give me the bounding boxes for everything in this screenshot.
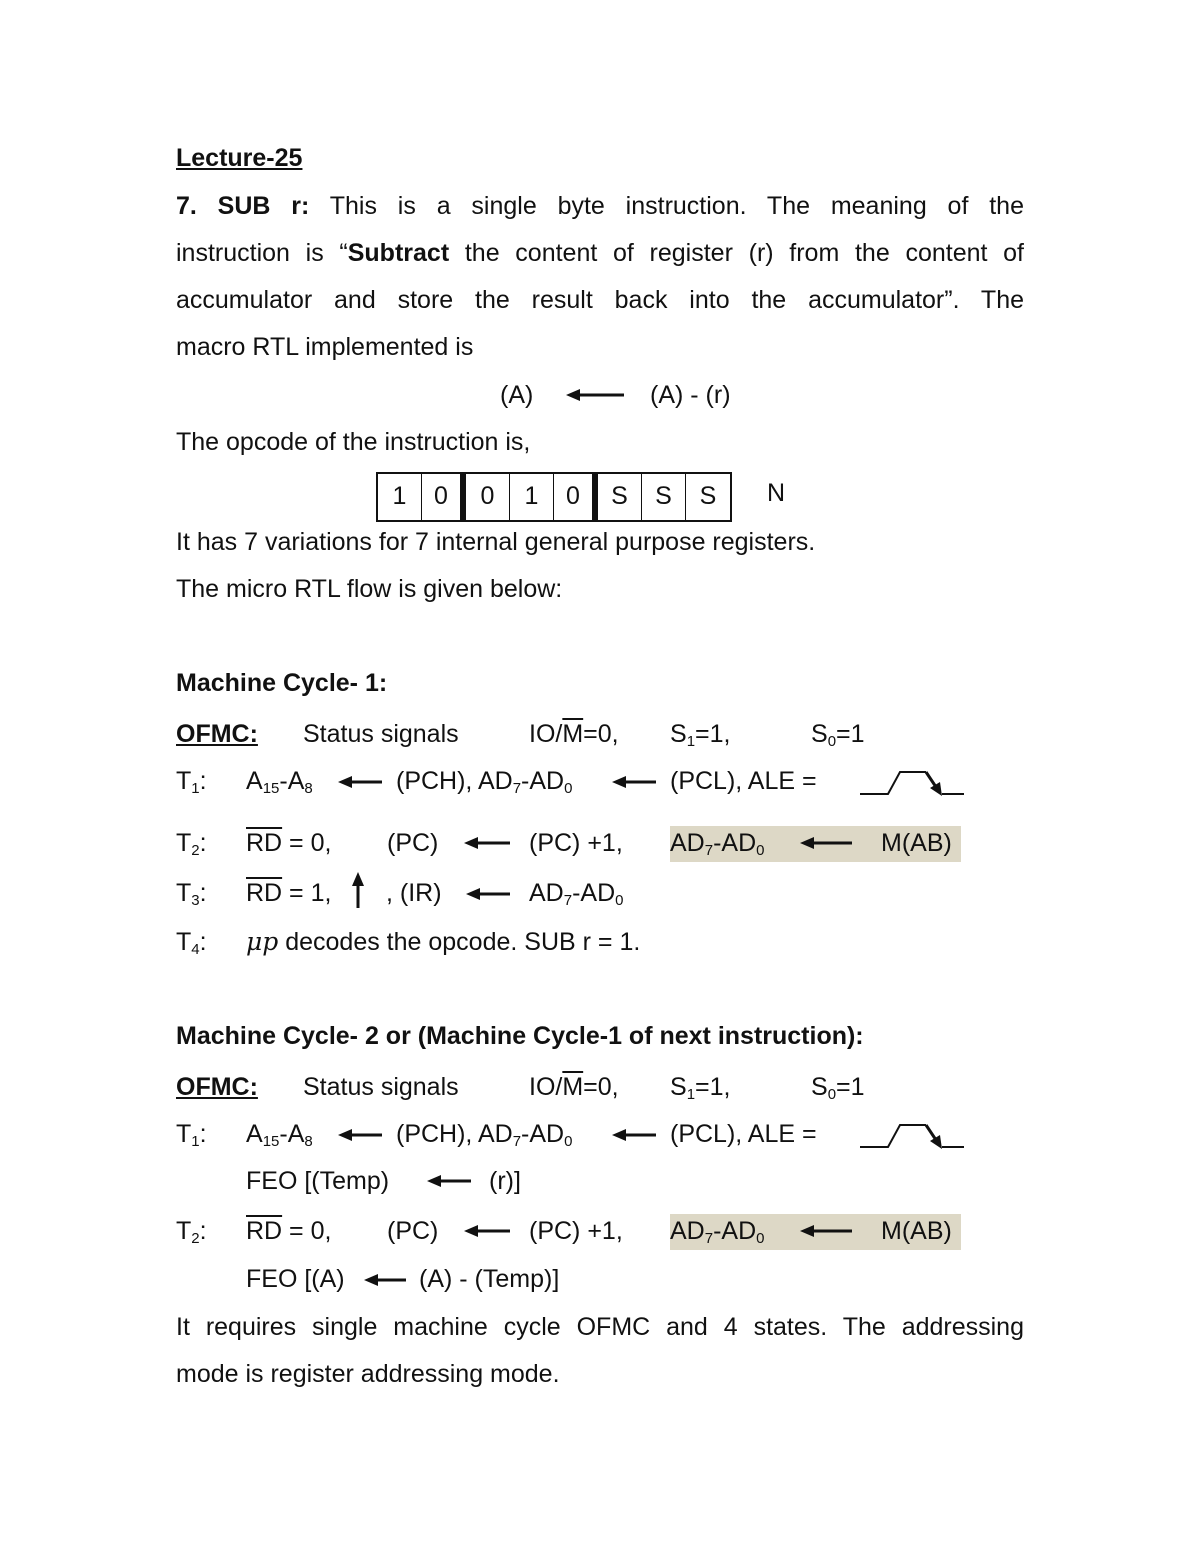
- iom-text: IO/: [529, 720, 563, 748]
- ad-dash-text: -AD: [713, 829, 757, 857]
- t-sub: 2: [191, 842, 200, 859]
- left-arrow-icon: [566, 388, 626, 402]
- mc2-status-label: Status signals: [303, 1073, 459, 1101]
- t-text: T: [176, 928, 192, 956]
- ad7-sub: 7: [563, 892, 573, 909]
- mc1-t1-pcl: (PCL), ALE =: [670, 767, 817, 795]
- iom-text: IO/: [529, 1073, 563, 1101]
- s0-text: S: [811, 720, 828, 748]
- conclusion-line-1: It requires single machine cycle OFMC and 4 states. The addressing: [176, 1313, 1024, 1341]
- ad7-sub: 7: [704, 842, 714, 859]
- mc2-t2-label: [176, 1216, 207, 1246]
- intro-line-3: accumulator and store the result back into the accumulator”. The: [176, 286, 1024, 314]
- ale-pulse-icon: [858, 764, 966, 798]
- opcode-bit: S: [699, 482, 717, 510]
- mc2-t1-address: [246, 1119, 313, 1149]
- mc2-feo1-right: (r)]: [489, 1167, 521, 1195]
- t-sub: 4: [191, 941, 200, 958]
- mc1-t1-address: [246, 766, 313, 796]
- t4-description: decodes the opcode. SUB r = 1.: [278, 928, 641, 956]
- mc1-t2-label: [176, 828, 207, 858]
- opcode-bit: 0: [554, 474, 598, 520]
- t-sub: 1: [191, 780, 200, 797]
- intro-line-4: macro RTL implemented is: [176, 333, 474, 361]
- t-text: T: [176, 1120, 192, 1148]
- a15-sub: 15: [262, 780, 280, 797]
- up-arrow-icon: [350, 872, 366, 910]
- m-bar: $\overline{M}$: [562, 1073, 584, 1101]
- subtract-word: Subtract: [347, 239, 450, 267]
- opcode-box: [376, 472, 732, 522]
- left-arrow-icon: [464, 1224, 512, 1238]
- mu-p-symbol: μp: [246, 927, 279, 956]
- mc1-t1-label: [176, 766, 207, 796]
- mc2-feo2-right: (A) - (Temp)]: [419, 1265, 560, 1293]
- mc2-iom: [529, 1072, 619, 1102]
- s0-value: =1: [836, 1073, 865, 1101]
- ad-text: AD: [670, 829, 705, 857]
- ad-text: -AD: [521, 767, 565, 795]
- s1-value: =1,: [695, 1073, 731, 1101]
- mc2-ofmc: [176, 1072, 258, 1102]
- mc1-status-label: Status signals: [303, 720, 459, 748]
- rd-bar: $\overline{RD}$: [246, 1217, 283, 1245]
- ad-dash-text: -AD: [713, 1217, 757, 1245]
- opcode-bit: 1: [378, 474, 422, 520]
- opcode-intro: The opcode of the instruction is,: [176, 428, 531, 456]
- conclusion-line-2: mode is register addressing mode.: [176, 1360, 560, 1388]
- left-arrow-icon: [464, 836, 512, 850]
- pch-text: (PCH), AD: [396, 767, 513, 795]
- mc1-t2-ad: [670, 828, 764, 858]
- left-arrow-icon: [427, 1174, 473, 1188]
- mc1-s1: [670, 719, 730, 749]
- mc2-feo2-left: FEO [(A): [246, 1265, 345, 1293]
- iom-value: =0,: [583, 720, 619, 748]
- intro-line-2: [176, 238, 1024, 268]
- mc2-t2-rd: [246, 1216, 331, 1246]
- mc1-t3-label: [176, 878, 207, 908]
- intro-line-1: [176, 191, 1024, 221]
- variations-text: It has 7 variations for 7 internal general purpose registers.: [176, 528, 816, 556]
- left-arrow-icon: [466, 887, 512, 901]
- m-bar: $\overline{M}$: [562, 720, 584, 748]
- t-text: T: [176, 1217, 192, 1245]
- mc1-t3-rd: [246, 878, 331, 908]
- opcode-bit: 0: [466, 474, 510, 520]
- ad0-sub: 0: [564, 1133, 573, 1150]
- ad-text: AD: [529, 879, 564, 907]
- mc2-s1: [670, 1072, 730, 1102]
- a8-sub: 8: [304, 1133, 313, 1150]
- macro-rtl-right: (A) - (r): [650, 381, 731, 409]
- left-arrow-icon: [338, 775, 384, 789]
- mc2-heading: Machine Cycle- 2 or (Machine Cycle-1 of next instruction):: [176, 1022, 864, 1050]
- mc1-s0: [811, 719, 865, 749]
- s1-sub: 1: [686, 1086, 696, 1103]
- mc2-feo1-left: FEO [(Temp): [246, 1167, 390, 1195]
- t-sub: 2: [191, 1230, 200, 1247]
- opcode-bit: S: [598, 474, 642, 520]
- t-sub: 1: [191, 1133, 200, 1150]
- mc2-t1-pcl: (PCL), ALE =: [670, 1120, 817, 1148]
- mc1-t4-text: [246, 927, 640, 957]
- iom-value: =0,: [583, 1073, 619, 1101]
- mc2-t2-pc-inc: (PC) +1,: [529, 1217, 623, 1245]
- ad0-sub: 0: [564, 780, 573, 797]
- s1-value: =1,: [695, 720, 731, 748]
- ad7-sub: 7: [512, 780, 522, 797]
- ad7-sub: 7: [704, 1230, 714, 1247]
- opcode-bit: S: [642, 474, 686, 520]
- ad0-sub: 0: [756, 1230, 765, 1247]
- s0-sub: 0: [827, 733, 837, 750]
- a15-sub: 15: [262, 1133, 280, 1150]
- t-sub: 3: [191, 892, 200, 909]
- t-text: T: [176, 767, 192, 795]
- mc1-status-row: [176, 719, 258, 749]
- mc2-t2-pc: (PC): [387, 1217, 439, 1245]
- mc1-t4-label: [176, 927, 207, 957]
- left-arrow-icon: [364, 1273, 408, 1287]
- mc1-t2-pc: (PC): [387, 829, 439, 857]
- mc1-t2-mab: M(AB): [881, 829, 952, 857]
- left-arrow-icon: [800, 836, 854, 850]
- mc2-t1-pch: [396, 1119, 572, 1149]
- opcode-bit: 0: [422, 474, 466, 520]
- ad7-sub: 7: [512, 1133, 522, 1150]
- a15-text: A: [246, 1120, 263, 1148]
- left-arrow-icon: [800, 1224, 854, 1238]
- ad-dash-text: -AD: [572, 879, 616, 907]
- ofmc-label: OFMC:: [176, 720, 258, 748]
- t-text: T: [176, 879, 192, 907]
- t-colon: :: [199, 1217, 207, 1245]
- macro-rtl-left: (A): [500, 381, 534, 409]
- opcode-suffix: N: [767, 479, 786, 507]
- mc2-s0: [811, 1072, 865, 1102]
- mc1-t3-ad: [529, 878, 623, 908]
- mc2-t2-mab: M(AB): [881, 1217, 952, 1245]
- mc1-t2-rd: [246, 828, 331, 858]
- mc2-t2-ad: [670, 1216, 764, 1246]
- ad-text: -AD: [521, 1120, 565, 1148]
- lecture-title: Lecture-25: [176, 144, 303, 172]
- t-colon: :: [199, 879, 207, 907]
- micro-intro: The micro RTL flow is given below:: [176, 575, 563, 603]
- rd-bar: $\overline{RD}$: [246, 829, 283, 857]
- mc1-iom: [529, 719, 619, 749]
- pch-text: (PCH), AD: [396, 1120, 513, 1148]
- ale-pulse-icon: [858, 1117, 966, 1151]
- t-colon: :: [199, 829, 207, 857]
- intro-text-1: This is a single byte instruction. The meaning of the: [329, 192, 1024, 220]
- mc1-t2-pc-inc: (PC) +1,: [529, 829, 623, 857]
- t-colon: :: [199, 767, 207, 795]
- a8-text: -A: [279, 1120, 305, 1148]
- intro-text-2b: the content of register (r) from the content of: [449, 239, 1024, 267]
- left-arrow-icon: [338, 1128, 384, 1142]
- instruction-name: 7. SUB r:: [176, 192, 310, 220]
- opcode-bit: 1: [510, 474, 554, 520]
- s1-text: S: [670, 720, 687, 748]
- rd-value: = 0,: [282, 1217, 332, 1245]
- ad-text: AD: [670, 1217, 705, 1245]
- rd-bar: $\overline{RD}$: [246, 879, 283, 907]
- rd-value: = 1,: [282, 879, 332, 907]
- ad0-sub: 0: [615, 892, 624, 909]
- s0-text: S: [811, 1073, 828, 1101]
- t-colon: :: [199, 928, 207, 956]
- s1-text: S: [670, 1073, 687, 1101]
- a15-text: A: [246, 767, 263, 795]
- ofmc-label: OFMC:: [176, 1073, 258, 1101]
- a8-sub: 8: [304, 780, 313, 797]
- rd-value: = 0,: [282, 829, 332, 857]
- mc2-t1-label: [176, 1119, 207, 1149]
- left-arrow-icon: [612, 775, 658, 789]
- s0-value: =1: [836, 720, 865, 748]
- mc1-heading: Machine Cycle- 1:: [176, 669, 388, 697]
- mc1-t1-pch: [396, 766, 572, 796]
- ad0-sub: 0: [756, 842, 765, 859]
- intro-text-2a: instruction is “: [176, 239, 348, 267]
- s1-sub: 1: [686, 733, 696, 750]
- s0-sub: 0: [827, 1086, 837, 1103]
- left-arrow-icon: [612, 1128, 658, 1142]
- a8-text: -A: [279, 767, 305, 795]
- t-colon: :: [199, 1120, 207, 1148]
- t-text: T: [176, 829, 192, 857]
- mc1-t3-ir: , (IR): [386, 879, 442, 907]
